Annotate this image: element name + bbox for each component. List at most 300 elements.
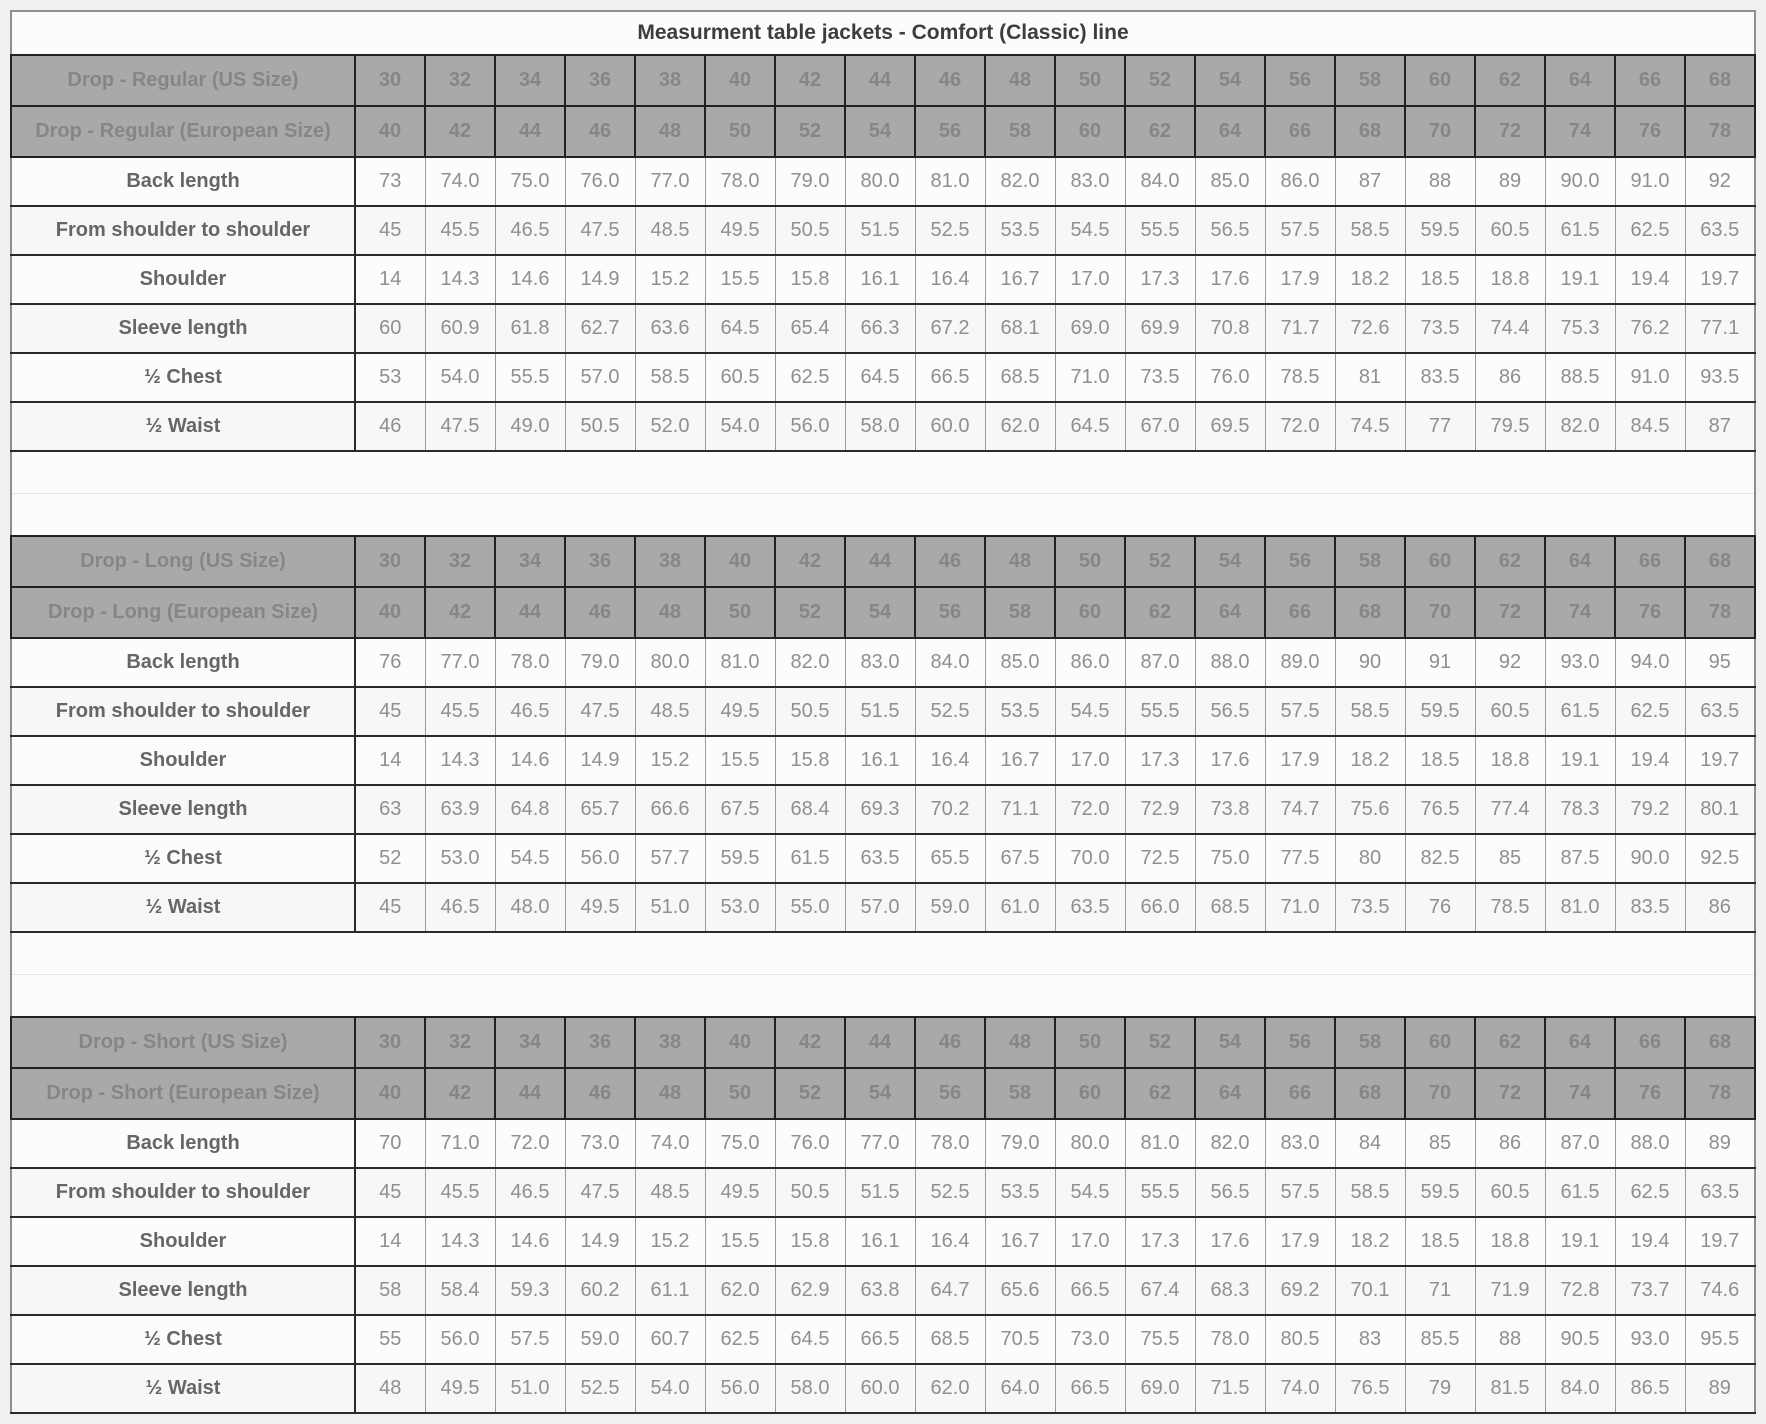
measurement-table [10,10,1756,1414]
measurement-value-cell: 77.0 [845,1119,915,1168]
measurement-value-cell: 63.5 [1685,206,1755,255]
measurement-value-cell: 95.5 [1685,1315,1755,1364]
measurement-value-cell: 15.8 [775,255,845,304]
measurement-value-cell: 83.0 [845,638,915,687]
measurement-value-cell: 50.5 [775,1168,845,1217]
size-header-cell: 40 [355,1068,425,1119]
measurement-value-cell: 62.0 [705,1266,775,1315]
measurement-value-cell: 63.8 [845,1266,915,1315]
size-header-cell: 36 [565,55,635,106]
measurement-value-cell: 48.5 [635,687,705,736]
measurement-value-cell: 18.5 [1405,736,1475,785]
measurement-value-cell: 88.0 [1615,1119,1685,1168]
size-header-cell: 62 [1125,106,1195,157]
size-header-cell: 58 [985,106,1055,157]
measurement-value-cell: 79.5 [1475,402,1545,451]
measurement-value-cell: 14.3 [425,1217,495,1266]
measurement-value-cell: 68.5 [985,353,1055,402]
measurement-value-cell: 18.2 [1335,736,1405,785]
measurement-value-cell: 90 [1335,638,1405,687]
measurement-value-cell: 62.7 [565,304,635,353]
size-header-cell: 76 [1615,106,1685,157]
size-header-cell: 44 [845,1017,915,1068]
measurement-value-cell: 16.7 [985,1217,1055,1266]
measurement-value-cell: 60 [355,304,425,353]
measurement-value-cell: 71.9 [1475,1266,1545,1315]
measurement-value-cell: 61.5 [1545,687,1615,736]
measurement-value-cell: 73.7 [1615,1266,1685,1315]
measurement-value-cell: 54.0 [425,353,495,402]
measurement-value-cell: 86.5 [1615,1364,1685,1413]
measurement-value-cell: 19.4 [1615,255,1685,304]
measurement-value-cell: 83.5 [1615,883,1685,932]
size-header-cell: 54 [845,587,915,638]
measurement-value-cell: 51.0 [635,883,705,932]
measurement-value-cell: 52.5 [565,1364,635,1413]
measurement-value-cell: 57.0 [565,353,635,402]
measurement-row-label: ½ Waist [11,402,355,451]
measurement-value-cell: 45 [355,687,425,736]
measurement-value-cell: 61.5 [1545,1168,1615,1217]
measurement-value-cell: 78.0 [705,157,775,206]
measurement-value-cell: 64.0 [985,1364,1055,1413]
measurement-value-cell: 55.5 [1125,1168,1195,1217]
measurement-value-cell: 91.0 [1615,353,1685,402]
measurement-value-cell: 17.0 [1055,255,1125,304]
measurement-value-cell: 70 [355,1119,425,1168]
size-header-cell: 74 [1545,106,1615,157]
size-header-cell: 36 [565,1017,635,1068]
measurement-value-cell: 54.5 [1055,206,1125,255]
measurement-row-label: From shoulder to shoulder [11,1168,355,1217]
size-header-cell: 70 [1405,587,1475,638]
measurement-row [11,1217,1755,1266]
measurement-value-cell: 89.0 [1265,638,1335,687]
measurement-value-cell: 74.7 [1265,785,1335,834]
measurement-row-label: Sleeve length [11,1266,355,1315]
measurement-value-cell: 54.0 [635,1364,705,1413]
size-header-cell: 30 [355,1017,425,1068]
size-header-cell: 34 [495,55,565,106]
measurement-row [11,1119,1755,1168]
measurement-value-cell: 72.0 [1265,402,1335,451]
measurement-value-cell: 91 [1405,638,1475,687]
measurement-value-cell: 16.4 [915,736,985,785]
measurement-value-cell: 17.6 [1195,736,1265,785]
measurement-value-cell: 61.1 [635,1266,705,1315]
measurement-value-cell: 17.0 [1055,1217,1125,1266]
measurement-value-cell: 76.5 [1405,785,1475,834]
measurement-value-cell: 54.5 [495,834,565,883]
size-header-cell: 76 [1615,587,1685,638]
size-header-cell: 32 [425,55,495,106]
measurement-value-cell: 15.8 [775,736,845,785]
measurement-row [11,1364,1755,1413]
size-header-cell: 60 [1055,1068,1125,1119]
measurement-row-label: Back length [11,1119,355,1168]
size-header-cell: 78 [1685,587,1755,638]
size-header-cell: 74 [1545,1068,1615,1119]
measurement-value-cell: 18.2 [1335,1217,1405,1266]
measurement-value-cell: 75.0 [495,157,565,206]
size-header-cell: 52 [1125,55,1195,106]
measurement-value-cell: 73.5 [1335,883,1405,932]
header-row-us [11,55,1755,106]
measurement-value-cell: 84.0 [1545,1364,1615,1413]
measurement-value-cell: 88.0 [1195,638,1265,687]
size-header-cell: 42 [775,536,845,587]
measurement-value-cell: 89 [1475,157,1545,206]
size-header-cell: 66 [1615,55,1685,106]
measurement-value-cell: 58.5 [1335,206,1405,255]
measurement-value-cell: 66.5 [1055,1364,1125,1413]
measurement-value-cell: 18.5 [1405,255,1475,304]
size-header-cell: 56 [1265,55,1335,106]
size-header-cell: 50 [1055,1017,1125,1068]
measurement-row [11,255,1755,304]
measurement-value-cell: 47.5 [565,1168,635,1217]
measurement-value-cell: 85.0 [1195,157,1265,206]
measurement-value-cell: 17.9 [1265,736,1335,785]
measurement-row [11,687,1755,736]
measurement-row [11,638,1755,687]
section-spacer-row [11,932,1755,975]
size-header-cell: 30 [355,55,425,106]
measurement-value-cell: 78.5 [1265,353,1335,402]
size-header-cell: 52 [775,1068,845,1119]
measurement-value-cell: 94.0 [1615,638,1685,687]
measurement-row-label: ½ Waist [11,883,355,932]
measurement-value-cell: 15.2 [635,1217,705,1266]
header-row-eu [11,106,1755,157]
measurement-value-cell: 90.0 [1545,157,1615,206]
measurement-value-cell: 18.5 [1405,1217,1475,1266]
measurement-value-cell: 45.5 [425,1168,495,1217]
measurement-row [11,736,1755,785]
measurement-value-cell: 80.5 [1265,1315,1335,1364]
size-header-cell: 78 [1685,106,1755,157]
measurement-row [11,883,1755,932]
size-header-cell: 50 [705,106,775,157]
measurement-value-cell: 75.5 [1125,1315,1195,1364]
measurement-value-cell: 17.6 [1195,1217,1265,1266]
size-header-cell: 54 [1195,536,1265,587]
size-header-cell: 50 [1055,536,1125,587]
size-header-cell: 72 [1475,1068,1545,1119]
size-header-cell: 66 [1265,587,1335,638]
size-header-cell: 60 [1405,1017,1475,1068]
measurement-value-cell: 79.2 [1615,785,1685,834]
measurement-value-cell: 59.5 [705,834,775,883]
measurement-value-cell: 60.0 [915,402,985,451]
size-header-cell: 74 [1545,587,1615,638]
measurement-value-cell: 59.0 [915,883,985,932]
measurement-value-cell: 63.5 [845,834,915,883]
size-header-cell: 60 [1405,55,1475,106]
measurement-value-cell: 83.5 [1405,353,1475,402]
measurement-value-cell: 68.4 [775,785,845,834]
measurement-value-cell: 79.0 [985,1119,1055,1168]
measurement-value-cell: 57.7 [635,834,705,883]
size-header-cell: 46 [565,106,635,157]
size-header-cell: 34 [495,536,565,587]
size-header-cell: 42 [775,1017,845,1068]
size-header-cell: 40 [355,106,425,157]
measurement-value-cell: 16.7 [985,736,1055,785]
measurement-value-cell: 87.0 [1125,638,1195,687]
measurement-value-cell: 66.5 [1055,1266,1125,1315]
size-header-cell: 56 [915,1068,985,1119]
size-header-cell: 66 [1265,1068,1335,1119]
measurement-value-cell: 14.3 [425,255,495,304]
measurement-value-cell: 67.0 [1125,402,1195,451]
measurement-value-cell: 79.0 [565,638,635,687]
measurement-value-cell: 53.5 [985,1168,1055,1217]
measurement-value-cell: 73.5 [1125,353,1195,402]
measurement-value-cell: 63.5 [1055,883,1125,932]
size-header-cell: 70 [1405,1068,1475,1119]
size-header-cell: 46 [915,55,985,106]
measurement-value-cell: 17.3 [1125,1217,1195,1266]
measurement-value-cell: 86 [1475,353,1545,402]
measurement-value-cell: 66.3 [845,304,915,353]
measurement-value-cell: 49.5 [705,206,775,255]
measurement-value-cell: 75.6 [1335,785,1405,834]
measurement-value-cell: 67.5 [705,785,775,834]
measurement-value-cell: 54.5 [1055,1168,1125,1217]
measurement-value-cell: 88 [1475,1315,1545,1364]
measurement-value-cell: 70.8 [1195,304,1265,353]
size-header-cell: 68 [1335,106,1405,157]
measurement-value-cell: 15.5 [705,255,775,304]
measurement-value-cell: 82.0 [1545,402,1615,451]
measurement-value-cell: 81.0 [705,638,775,687]
measurement-value-cell: 63.6 [635,304,705,353]
size-header-cell: 62 [1475,536,1545,587]
measurement-value-cell: 77.4 [1475,785,1545,834]
measurement-value-cell: 82.0 [985,157,1055,206]
measurement-value-cell: 63 [355,785,425,834]
size-header-cell: 64 [1195,106,1265,157]
measurement-row-label: Back length [11,638,355,687]
measurement-row [11,353,1755,402]
size-header-cell: 70 [1405,106,1475,157]
measurement-value-cell: 51.5 [845,687,915,736]
measurement-value-cell: 15.5 [705,1217,775,1266]
measurement-value-cell: 51.5 [845,1168,915,1217]
size-header-cell: 58 [1335,1017,1405,1068]
measurement-value-cell: 56.0 [425,1315,495,1364]
measurement-value-cell: 53 [355,353,425,402]
measurement-value-cell: 48 [355,1364,425,1413]
size-header-cell: 66 [1265,106,1335,157]
measurement-value-cell: 57.5 [1265,1168,1335,1217]
measurement-value-cell: 74.4 [1475,304,1545,353]
section-spacer-row [11,494,1755,537]
measurement-value-cell: 47.5 [565,206,635,255]
size-header-cell: 46 [565,1068,635,1119]
measurement-value-cell: 15.2 [635,255,705,304]
measurement-value-cell: 58.4 [425,1266,495,1315]
measurement-value-cell: 71.0 [425,1119,495,1168]
measurement-row [11,785,1755,834]
measurement-value-cell: 14.9 [565,255,635,304]
measurement-value-cell: 82.5 [1405,834,1475,883]
measurement-value-cell: 95 [1685,638,1755,687]
measurement-value-cell: 19.7 [1685,736,1755,785]
measurement-value-cell: 84 [1335,1119,1405,1168]
measurement-value-cell: 80.0 [845,157,915,206]
measurement-value-cell: 56.5 [1195,687,1265,736]
measurement-value-cell: 90.5 [1545,1315,1615,1364]
measurement-value-cell: 61.5 [775,834,845,883]
measurement-row-label: ½ Chest [11,1315,355,1364]
measurement-value-cell: 19.1 [1545,1217,1615,1266]
measurement-row [11,206,1755,255]
size-header-cell: 32 [425,536,495,587]
measurement-value-cell: 49.5 [705,687,775,736]
measurement-value-cell: 47.5 [565,687,635,736]
measurement-value-cell: 17.9 [1265,1217,1335,1266]
size-header-cell: 48 [985,536,1055,587]
measurement-value-cell: 63.5 [1685,687,1755,736]
measurement-value-cell: 56.5 [1195,206,1265,255]
measurement-value-cell: 57.0 [845,883,915,932]
measurement-value-cell: 93.5 [1685,353,1755,402]
measurement-value-cell: 60.7 [635,1315,705,1364]
size-header-cell: 64 [1195,1068,1265,1119]
measurement-value-cell: 14.9 [565,1217,635,1266]
measurement-value-cell: 68.3 [1195,1266,1265,1315]
measurement-value-cell: 73 [355,157,425,206]
measurement-value-cell: 81.0 [1125,1119,1195,1168]
size-header-cell: 48 [635,587,705,638]
measurement-value-cell: 79.0 [775,157,845,206]
measurement-value-cell: 83 [1335,1315,1405,1364]
size-system-label: Drop - Regular (European Size) [11,106,355,157]
measurement-value-cell: 47.5 [425,402,495,451]
measurement-value-cell: 80.0 [1055,1119,1125,1168]
measurement-value-cell: 73.0 [565,1119,635,1168]
measurement-value-cell: 60.0 [845,1364,915,1413]
size-header-cell: 58 [985,587,1055,638]
measurement-value-cell: 77.0 [425,638,495,687]
measurement-value-cell: 84.5 [1615,402,1685,451]
measurement-value-cell: 14.6 [495,736,565,785]
measurement-value-cell: 66.0 [1125,883,1195,932]
measurement-value-cell: 86.0 [1055,638,1125,687]
measurement-value-cell: 16.1 [845,736,915,785]
table-title: Measurment table jackets - Comfort (Classic) line [11,11,1755,55]
size-header-cell: 42 [425,106,495,157]
measurement-value-cell: 46.5 [495,206,565,255]
measurement-value-cell: 52 [355,834,425,883]
size-header-cell: 62 [1475,1017,1545,1068]
measurement-value-cell: 60.2 [565,1266,635,1315]
measurement-value-cell: 51.0 [495,1364,565,1413]
size-header-cell: 46 [915,536,985,587]
measurement-value-cell: 52.0 [635,402,705,451]
measurement-value-cell: 82.0 [1195,1119,1265,1168]
measurement-value-cell: 73.0 [1055,1315,1125,1364]
measurement-value-cell: 87 [1335,157,1405,206]
measurement-value-cell: 55.0 [775,883,845,932]
measurement-value-cell: 86 [1685,883,1755,932]
measurement-value-cell: 65.7 [565,785,635,834]
measurement-value-cell: 78.5 [1475,883,1545,932]
measurement-value-cell: 89 [1685,1119,1755,1168]
measurement-value-cell: 70.2 [915,785,985,834]
measurement-value-cell: 58 [355,1266,425,1315]
measurement-value-cell: 84.0 [915,638,985,687]
size-header-cell: 58 [1335,55,1405,106]
measurement-value-cell: 76 [355,638,425,687]
measurement-value-cell: 19.4 [1615,1217,1685,1266]
measurement-value-cell: 74.6 [1685,1266,1755,1315]
measurement-value-cell: 45.5 [425,687,495,736]
measurement-value-cell: 76 [1405,883,1475,932]
measurement-value-cell: 83.0 [1265,1119,1335,1168]
measurement-value-cell: 88.5 [1545,353,1615,402]
measurement-value-cell: 71 [1405,1266,1475,1315]
measurement-value-cell: 60.9 [425,304,495,353]
measurement-value-cell: 45 [355,883,425,932]
measurement-value-cell: 46.5 [425,883,495,932]
size-header-cell: 72 [1475,106,1545,157]
measurement-value-cell: 14 [355,255,425,304]
measurement-value-cell: 65.6 [985,1266,1055,1315]
measurement-value-cell: 92.5 [1685,834,1755,883]
measurement-value-cell: 45 [355,1168,425,1217]
measurement-value-cell: 71.0 [1265,883,1335,932]
measurement-value-cell: 72.9 [1125,785,1195,834]
size-header-cell: 50 [1055,55,1125,106]
measurement-value-cell: 69.0 [1125,1364,1195,1413]
measurement-value-cell: 77 [1405,402,1475,451]
measurement-row-label: From shoulder to shoulder [11,206,355,255]
size-header-cell: 40 [355,587,425,638]
measurement-value-cell: 64.5 [775,1315,845,1364]
size-header-cell: 42 [775,55,845,106]
measurement-value-cell: 80.0 [635,638,705,687]
measurement-value-cell: 54.5 [1055,687,1125,736]
measurement-value-cell: 71.1 [985,785,1055,834]
measurement-value-cell: 52.5 [915,206,985,255]
measurement-value-cell: 81 [1335,353,1405,402]
size-system-label: Drop - Long (US Size) [11,536,355,587]
size-header-cell: 52 [775,106,845,157]
measurement-value-cell: 17.3 [1125,736,1195,785]
measurement-value-cell: 49.5 [705,1168,775,1217]
size-header-cell: 42 [425,1068,495,1119]
measurement-value-cell: 62.5 [1615,687,1685,736]
measurement-value-cell: 18.8 [1475,736,1545,785]
size-header-cell: 66 [1615,536,1685,587]
measurement-value-cell: 14.6 [495,1217,565,1266]
size-header-cell: 48 [985,55,1055,106]
measurement-value-cell: 68.5 [915,1315,985,1364]
measurement-value-cell: 59.5 [1405,206,1475,255]
measurement-value-cell: 14 [355,736,425,785]
measurement-row [11,157,1755,206]
measurement-row-label: From shoulder to shoulder [11,687,355,736]
measurement-value-cell: 66.5 [915,353,985,402]
measurement-value-cell: 18.8 [1475,1217,1545,1266]
measurement-value-cell: 60.5 [1475,206,1545,255]
measurement-value-cell: 62.5 [1615,1168,1685,1217]
measurement-value-cell: 57.5 [1265,687,1335,736]
measurement-value-cell: 66.5 [845,1315,915,1364]
